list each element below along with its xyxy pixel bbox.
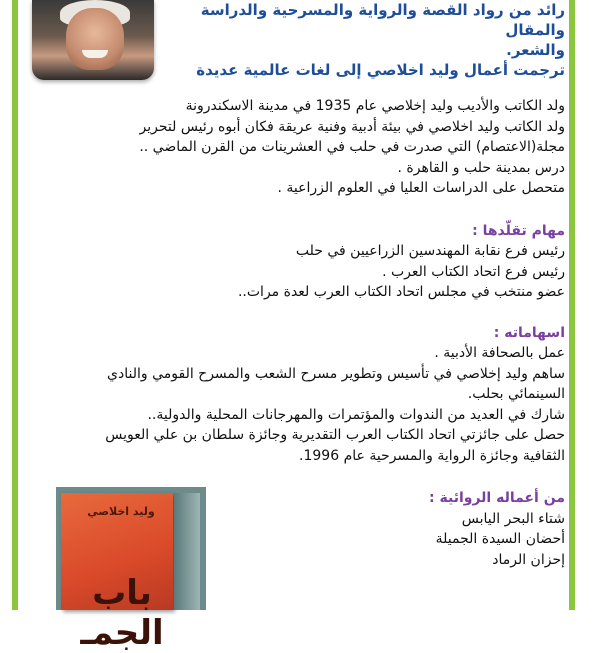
- novel-item: أحضان السيدة الجميلة: [435, 531, 565, 547]
- position-item: رئيس فرع نقابة المهندسين الزراعيين في حلب: [295, 243, 565, 259]
- right-frame-border: [569, 0, 575, 610]
- position-item: رئيس فرع اتحاد الكتاب العرب .: [382, 263, 565, 280]
- bio-intro-line: مجلة(الاعتصام) التي صدرت في حلب في العشرينات من القرن الماضي ..: [139, 139, 565, 155]
- book-title-fragment: باب الجمـ: [80, 573, 164, 653]
- header-summary: [170, 0, 565, 80]
- novel-item: إحزان الرماد: [492, 551, 565, 568]
- bio-intro-line: درس بمدينة حلب و القاهرة .: [397, 159, 565, 176]
- spacer: [40, 466, 565, 488]
- contribution-item: شارك في العديد من الندوات والمؤتمرات والمهرجانات المحلية والدولية..: [147, 406, 565, 423]
- positions-title: مهام تقلّدها :: [472, 222, 565, 239]
- header-line-1: رائد من رواد القصة والرواية والمسرحية والدراسة والمقال: [200, 1, 565, 39]
- bio-intro-line: متحصل على الدراسات العليا في العلوم الزراعية .: [277, 180, 565, 196]
- bio-intro-line: ولد الكاتب وليد اخلاصي في بيئة أدبية وفنية عريقة فكان أبوه رئيس لتحرير: [139, 118, 565, 135]
- header-line-3: ترجمت أعمال وليد اخلاصي إلى لغات عالمية عديدة: [196, 61, 565, 79]
- position-item: عضو منتخب في مجلس اتحاد الكتاب العرب لعدة مرات..: [237, 284, 565, 300]
- contribution-item: عمل بالصحافة الأدبية .: [434, 345, 565, 361]
- contribution-item: الثقافية وجائزة الرواية والمسرحية عام 1996.: [299, 447, 565, 464]
- contributions-title: اسهاماته :: [493, 324, 565, 341]
- book-spine: [174, 493, 200, 610]
- book-front-cover: [61, 493, 173, 653]
- contribution-item: السينمائي بحلب.: [467, 386, 565, 402]
- spacer: [40, 199, 565, 221]
- novels-title: من أعماله الروائية :: [429, 490, 565, 506]
- photo-smile: [82, 50, 108, 58]
- novel-item: شتاء البحر اليابس: [461, 510, 565, 527]
- bio-intro-line: ولد الكاتب والأديب وليد إخلاصي عام 1935 في مدينة الاسكندرونة: [185, 98, 565, 114]
- contribution-item: حصل على جائزتي اتحاد الكتاب العرب التقديرية وجائزة سلطان بن علي العويس: [105, 427, 565, 443]
- contribution-item: ساهم وليد إخلاصي في تأسيس وتطوير مسرح الشعب والمسرح القومي والنادي: [107, 365, 565, 382]
- photo-face: [66, 8, 124, 70]
- left-frame-border: [12, 0, 18, 610]
- header-line-2: والشعر.: [506, 41, 565, 59]
- author-photo: [32, 0, 154, 80]
- book-author-name: وليد اخلاصي: [87, 505, 155, 518]
- spacer: [40, 303, 565, 323]
- book-cover-image: [56, 487, 206, 653]
